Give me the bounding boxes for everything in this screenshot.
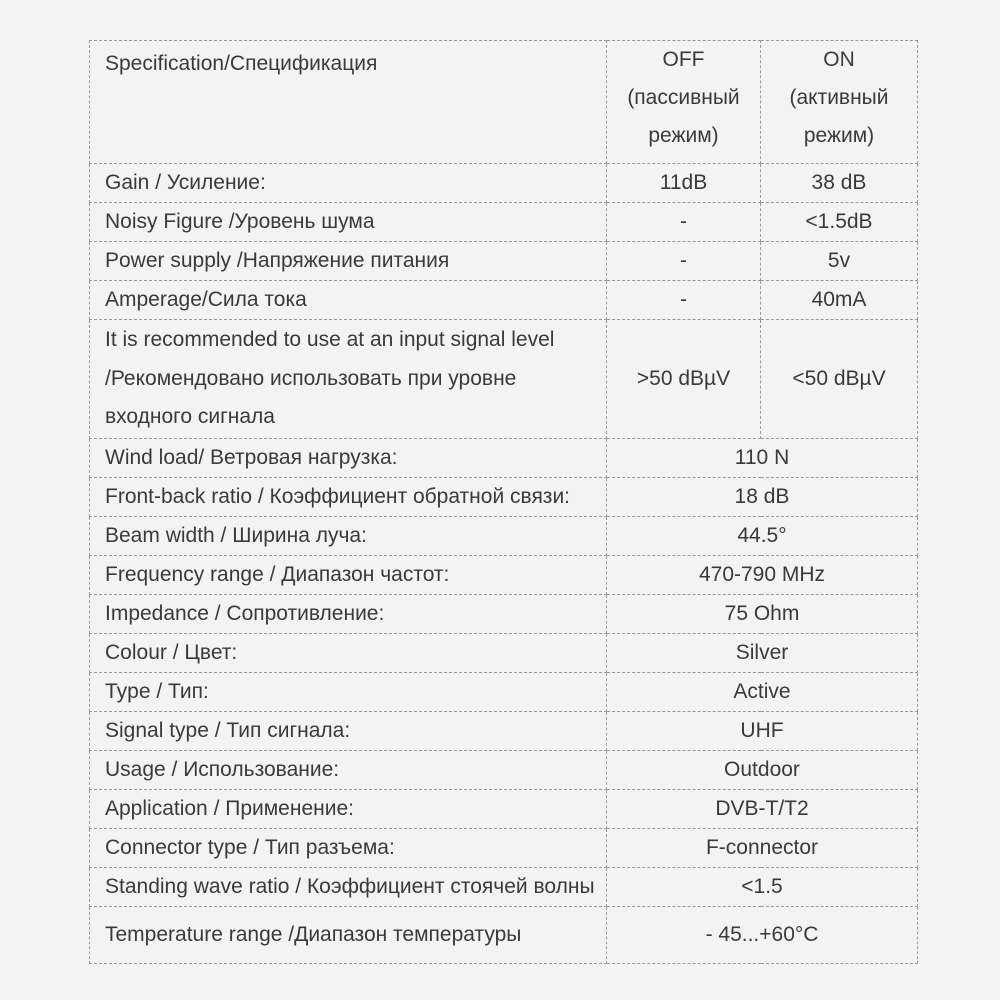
spec-name: Signal type / Тип сигнала: [90,712,607,751]
spec-on-value: <1.5dB [761,203,918,242]
spec-row [90,439,918,478]
spec-row-gain [90,164,918,203]
header-on-line: режим) [803,124,875,147]
spec-row [90,751,918,790]
spec-off-value: - [607,281,761,320]
spec-row [90,790,918,829]
spec-off-value: - [607,242,761,281]
spec-value: - 45...+60°C [607,907,918,964]
spec-name: Temperature range /Диапазон температуры [90,907,607,964]
spec-name: Amperage/Сила тока [90,281,607,320]
spec-value: 18 dB [607,478,918,517]
spec-row [90,556,918,595]
spec-value: Active [607,673,918,712]
spec-name: Gain / Усиление: [90,164,607,203]
header-on-cell [761,41,918,164]
spec-on-value: 5v [761,242,918,281]
spec-value: DVB-T/T2 [607,790,918,829]
spec-value: <1.5 [607,868,918,907]
spec-name: Power supply /Напряжение питания [90,242,607,281]
spec-row [90,634,918,673]
spec-value: Silver [607,634,918,673]
spec-name: Colour / Цвет: [90,634,607,673]
spec-row-noise-figure [90,203,918,242]
spec-name-line: входного сигнала [105,405,275,429]
header-row [90,41,918,164]
spec-name: Usage / Использование: [90,751,607,790]
spec-row [90,673,918,712]
spec-value: 470-790 MHz [607,556,918,595]
spec-off-value: - [607,203,761,242]
spec-name-line: It is recommended to use at an input signal level [105,328,555,352]
header-spec-cell [90,41,607,164]
header-off-line: (пассивный [627,86,740,109]
header-off-line: режим) [648,124,719,147]
spec-row [90,868,918,907]
spec-value: 44.5° [607,517,918,556]
spec-name: Connector type / Тип разъема: [90,829,607,868]
spec-name: Beam width / Ширина луча: [90,517,607,556]
header-on-line: (активный [789,86,889,109]
spec-name: Noisy Figure /Уровень шума [90,203,607,242]
header-on-line: ON [823,48,855,71]
spec-row [90,595,918,634]
header-off-line: OFF [662,48,705,71]
spec-row [90,712,918,751]
spec-value: F-connector [607,829,918,868]
spec-name-line: /Рекомендовано использовать при уровне [105,366,517,390]
spec-row [90,517,918,556]
spec-name: Impedance / Сопротивление: [90,595,607,634]
spec-row-recommended-level [90,320,918,439]
spec-value: 110 N [607,439,918,478]
spec-value: UHF [607,712,918,751]
spec-row [90,478,918,517]
spec-name: Standing wave ratio / Коэффициент стоячей волны [90,868,607,907]
spec-on-value: 40mA [761,281,918,320]
spec-value: 75 Ohm [607,595,918,634]
spec-name: Front-back ratio / Коэффициент обратной связи: [90,478,607,517]
header-off-cell [607,41,761,164]
spec-row-amperage [90,281,918,320]
spec-value: Outdoor [607,751,918,790]
spec-row-power-supply [90,242,918,281]
spec-on-value: <50 dBµV [761,320,918,439]
spec-on-value: 38 dB [761,164,918,203]
spec-row [90,829,918,868]
spec-name: Frequency range / Диапазон частот: [90,556,607,595]
spec-name [90,320,607,439]
spec-off-value: >50 dBµV [607,320,761,439]
spec-name: Wind load/ Ветровая нагрузка: [90,439,607,478]
spec-name: Application / Применение: [90,790,607,829]
spec-name: Type / Тип: [90,673,607,712]
header-spec-label: Specification/Спецификация [105,52,378,75]
spec-row-temperature-range [90,907,918,964]
spec-off-value: 11dB [607,164,761,203]
spec-table [89,40,918,964]
